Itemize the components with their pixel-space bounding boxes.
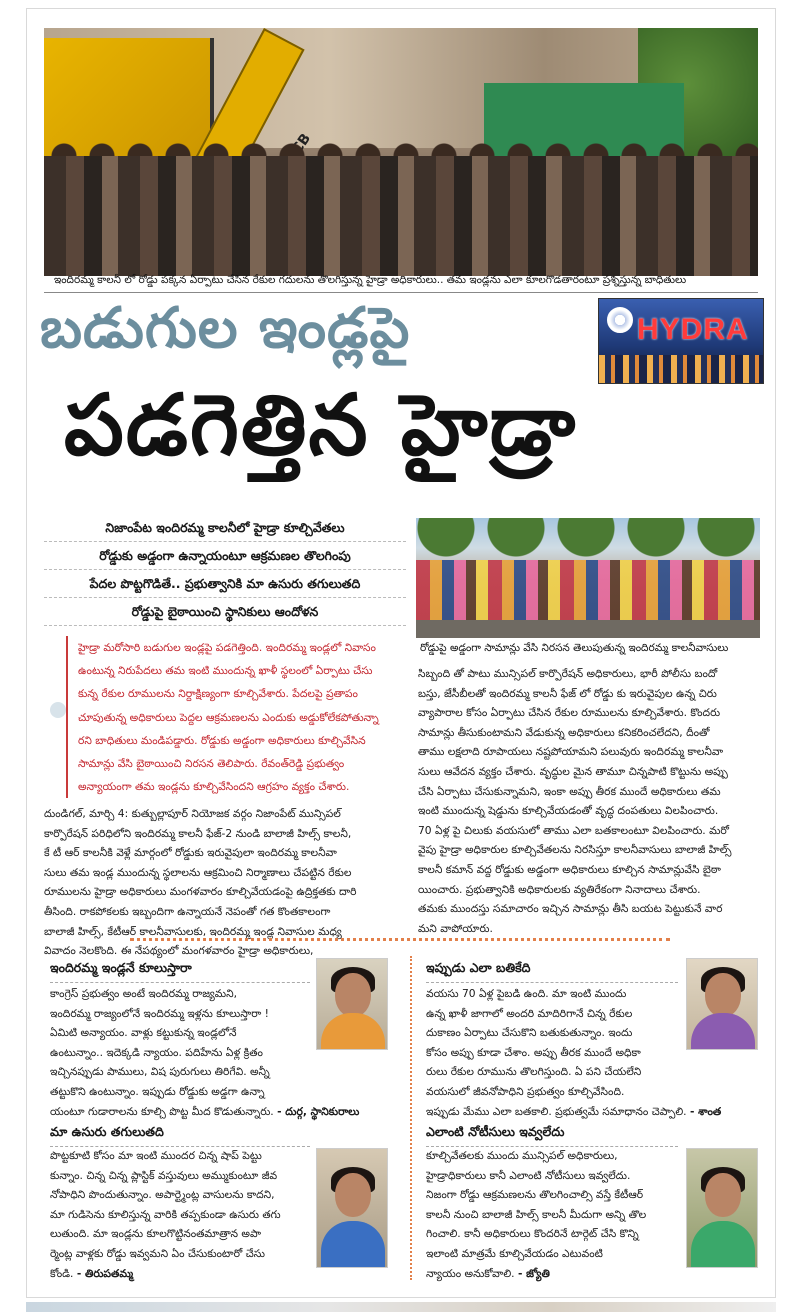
subhead: పేదల పొట్టగొడితే.. ప్రభుత్వానికి మా ఉసురు తగులుతది: [44, 570, 406, 598]
intro-line: కున్న రేకుల రూములను నిర్దాక్షిణ్యంగా కూల్చివేశారు. పేదలపై ప్రతాపం: [78, 687, 358, 701]
quote-line: దుకాణం ఏర్పాటు చేసుకొని బతుకుతున్నాం. ఇందు: [426, 1026, 633, 1040]
caption-rule: [44, 292, 758, 293]
signature: - జ్యోతి: [517, 1266, 550, 1280]
portrait-durga: [316, 958, 388, 1050]
quote-line: [50, 1264, 312, 1284]
body-line: తీసింది. రాకపోకలకు ఇబ్బందిగా ఉన్నాయనే నెపంతో గత కొంతకాలంగా: [44, 904, 331, 918]
body-line: తాము లక్షలాది రూపాయలు నష్టపోయామని పలువురు ఇందిరమ్మ కాలనీవా: [418, 745, 724, 759]
road: [416, 620, 760, 638]
portrait-jyothi: [686, 1148, 758, 1268]
quote-line: [426, 1264, 682, 1284]
sidebar-title: ఎలాంటి నోటీసులు ఇవ్వలేదు: [426, 1124, 678, 1147]
body-line: వ్యాపారాల కోసం ఏర్పాటు చేసిన రేకుల రూములను కూల్చివేశారు. కొందరు: [418, 706, 721, 720]
quote-line: [426, 1102, 756, 1122]
face: [705, 973, 741, 1017]
body-line: మని వాపోయారు.: [418, 921, 493, 935]
article-body-right: [418, 664, 762, 938]
trees: [416, 518, 760, 558]
face: [335, 1173, 371, 1217]
headline-line-2: పడగెత్తిన హైడ్రా: [64, 376, 578, 474]
quote-line: ఇచ్చినప్పుడు పాములు, విష పురుగులు తిరిగేవి. అన్నీ: [50, 1065, 270, 1079]
body-line: సులు ఆవేదన వ్యక్తం చేశారు. వృద్ధుల మైన తామూ చిన్నపాటి కొట్టును అప్పు: [418, 764, 728, 778]
face: [705, 1173, 741, 1217]
protest-caption: రోడ్డుపై అడ్డంగా సామాన్లు వేసి నిరసన తెలుపుతున్న ఇందిరమ్మ కాలనీవాసులు: [420, 642, 729, 654]
quote-line: నోపాధిని పొందుతున్నాం. అపార్ట్మెంట్ల వాసులను కాదని,: [50, 1188, 275, 1202]
hydra-logo-text: HYDRA: [637, 313, 749, 346]
quote-line: వయసులో జీవనోపాధిని ప్రభుత్వం కూల్చివేసింది.: [426, 1084, 625, 1098]
body-line: కార్పొరేషన్‌ పరిధిలోని ఇందిరమ్మ కాలనీ ఫేజ్‌-2 నుండి బాలాజీ హిల్స్‌ కాలనీ,: [44, 826, 352, 840]
sidebar-title: ఇప్పుడు ఎలా బతికేది: [426, 960, 678, 983]
quote-line-text: ఇప్పుడు మేము ఎలా బతకాలి. ప్రభుత్వమే సమాధానం చెప్పాలి.: [426, 1105, 687, 1118]
body-line: బాలాజీ హిల్స్‌, కేటీఆర్‌ కాలనీవాసులకు, ఇందిరమ్మ ఇండ్ల నివాసుల మధ్య: [44, 924, 342, 938]
face: [335, 973, 371, 1017]
quote-line: కూల్చివేతలకు ముందు మున్సిపల్‌ అధికారులు,: [426, 1149, 618, 1162]
section-divider: [130, 938, 670, 941]
hero-photo: [44, 28, 758, 276]
intro-line: అన్యాయంగా తమ ఇండ్లను కూల్చివేసిందని ఆగ్రహం వ్యక్తం చేశారు.: [78, 780, 350, 794]
sidebar-quote: [426, 1146, 682, 1283]
body-line: యించారు. ప్రభుత్వానికి అధికారులకు వ్యతిరేకంగా నినాదాలు చేశారు.: [418, 882, 701, 896]
sidebar-title: ఇందిరమ్మ ఇండ్లనే కూలుస్తారా: [50, 960, 310, 983]
quote-line: పొట్టకూటి కోసం మా ఇంటి ముందర చిన్న షాప్‌ పెట్టు: [50, 1149, 262, 1162]
headline-line-1: బడుగుల ఇండ్లపై: [40, 296, 411, 361]
body-line: వైపు హైడ్రా అధికారుల కూల్చివేతలను నిరసిస్తూ కాలనీవాసులు బాలాజీ హిల్స్‌: [418, 843, 732, 857]
body-line: కాలనీ కమాన్‌ వద్ద రోడ్డుకు అడ్డంగా అధికారులు కూల్చిన సామాన్లువేసి బైఠా: [418, 862, 721, 876]
body-line: ఇంటి ముందున్న షెడ్డును కూల్చివేయడంతో వృద్ధ దంపతులు విలపించారు.: [418, 804, 719, 818]
quote-mark-icon: [50, 702, 66, 718]
hero-caption: ఇందిరమ్మ కాలనీ లో రోడ్డు పక్కన ఏర్పాటు చేసిన రేకుల గదులను తొలగిస్తున్న హైడ్రా అధికారులు.. తమ ఇండ్లను ఎలా కూలగొడతారంటూ ప్రశ్నిస్తున్న బాధితులు: [54, 274, 687, 286]
intro-line: సామాన్లు వేసి బైఠాయించి నిరసన తెలిపారు. రేవంత్‌రెడ్డి ప్రభుత్వం: [78, 757, 345, 771]
sidebar-quote-end: [426, 1102, 756, 1122]
portrait-tirupathamma: [316, 1148, 388, 1268]
body-line: 70 ఏళ్ల పై చిలుకు వయసులో తాము ఎలా బతకాలంటూ విలపించారు. మరో: [418, 823, 729, 837]
subheads: [44, 514, 406, 626]
portrait-shanta: [686, 958, 758, 1050]
quote-line-text: కోండి.: [50, 1266, 74, 1280]
quote-line: మా గుడిసెను కూలిస్తున్న వారికి తప్పకుండా ఉసురు తగు: [50, 1207, 281, 1221]
body-line: వివాదం నెలకొంది. ఈ నేపథ్యంలో మంగళవారం హైడ్రా అధికారులు,: [44, 944, 314, 958]
body-line: రూములను హైడ్రా అధికారులు మంగళవారం కూల్చివేయడంపై ఉద్రిక్తతకు దారి: [44, 885, 357, 899]
quote-line: గించాలి. కానీ అధికారులు కొందరినే టార్గెట్‌ చేసి కొన్ని: [426, 1227, 639, 1241]
quote-line: [50, 1102, 396, 1122]
signature: - తిరుపతమ్మ: [76, 1266, 134, 1280]
intro-paragraph: [66, 636, 390, 798]
quote-line: ర్మెంట్ల వాళ్లకు రోడ్డు ఇవ్వమని ఏం చేసుకుంటారో చేసు: [50, 1246, 265, 1260]
subhead: రోడ్డుకు అడ్డంగా ఉన్నాయంటూ ఆక్రమణల తొలగింపు: [44, 542, 406, 570]
subhead: రోడ్డుపై బైఠాయించి స్థానికులు ఆందోళన: [44, 598, 406, 626]
quote-line: ఉన్న ఖాళీ జాగాలో అందరి మాదిరిగానే చిన్న రేకుల: [426, 1006, 633, 1020]
body-line: తమకు ముందస్తు సమాచారం ఇచ్చిన సామాన్లు తీసి బయట పెట్టుకునే వార: [418, 902, 723, 916]
quote-line: తట్టుకొని ఉంటున్నాం. ఇప్పుడు రోడ్డుకు అడ్డగా ఉన్నా: [50, 1084, 265, 1098]
quote-line: హైడ్రాధికారులు కానీ ఎలాంటి నోటీసులు ఇవ్వలేదు.: [426, 1168, 631, 1182]
quote-line: నిజంగా రోడ్డు ఆక్రమణలను తొలగించాల్సి వస్తే కేటీఆర్‌: [426, 1188, 644, 1202]
quote-line: ఉంటున్నాం.. ఇదెక్కడి న్యాయం. పదిహేను ఏళ్ల క్రితం: [50, 1045, 263, 1059]
body-line: దుండిగల్‌, మార్చి 4: కుత్బుల్లాపూర్‌ నియోజక వర్గం నిజాంపేట్‌ మున్సిపల్‌: [44, 807, 341, 820]
sidebar-quote-end: [50, 1102, 396, 1122]
quote-line: ఇందిరమ్మ రాజ్యంలోనే ఇందిరమ్మ ఇళ్లను కూలుస్తారా !: [50, 1006, 269, 1020]
quote-line: వయసు 70 ఏళ్ల పైబడి ఉంది. మా ఇంటి ముందు: [426, 987, 627, 1000]
signature: - దుర్గ, స్థానికురాలు: [277, 1105, 360, 1118]
signature: - శాంత: [689, 1105, 722, 1118]
sidebar-quote: [426, 984, 682, 1102]
sidebar-quote: [50, 984, 312, 1102]
body-line: చేసి ఏర్పాటు చేసుకున్నామని, ఇంకా అప్పు తీరక ముందే అధికారులు తమ: [418, 784, 721, 798]
sidebar-title: మా ఉసురు తగులుతది: [50, 1124, 310, 1147]
city-skyline: [599, 355, 763, 383]
subhead: నిజాంపేట ఇందిరమ్మ కాలనీలో హైడ్రా కూల్చివేతలు: [44, 514, 406, 542]
next-page-strip: [26, 1302, 776, 1312]
hydra-logo-image: [598, 298, 764, 384]
intro-line: చూపుతున్న అధికారులు పెద్దల ఆక్రమణలను ఎందుకు అడ్డుకోలేకపోతున్నా: [78, 710, 379, 724]
quote-line: కోసం అప్పు కూడా చేశాం. అప్పు తీరక ముందే అధికా: [426, 1045, 641, 1059]
quote-line: రులు రేకుల రూమును తొలగిస్తుంది. ఏ పని చేయలేని: [426, 1065, 642, 1079]
quote-line: కాంగ్రెస్‌ ప్రభుత్వం అంటే ఇందిరమ్మ రాజ్యమని,: [50, 987, 237, 1000]
quote-line-text: యంటూ గుడారాలను కూల్చి పొట్ట మీద కొడుతున్నారు.: [50, 1105, 274, 1118]
intro-line: ఉంటున్న నిరుపేదలు తమ ఇంటి ముందున్న ఖాళీ స్థలంలో ఏర్పాటు చేసు: [78, 664, 373, 678]
quote-line: లుతుంది. మా ఇండ్లను కూలగొట్టినంతమాత్రాన అపా: [50, 1227, 261, 1241]
protest-photo: [416, 518, 760, 638]
intro-line: రని బాధితులు మండిపడ్డారు. రోడ్డుకు అడ్డంగా అధికారులు కూల్చివేసిన: [78, 733, 366, 747]
column-divider: [410, 956, 412, 1280]
quote-line: ఇలాంటి మాత్రమే కూల్చివేయడం ఎటువంటి: [426, 1246, 603, 1260]
body-line: బస్తు, జేసీబీలతో ఇందిరమ్మ కాలనీ ఫేజ్‌ లో రోడ్డు కు ఇరువైపుల ఉన్న చిరు: [418, 686, 717, 700]
crowd: [44, 156, 758, 276]
body-line: కే టీ ఆర్‌ కాలనీకి వెళ్లే మార్గంలో రోడ్డుకు ఇరువైపులా ఇందిరమ్మ కాలనీవా: [44, 846, 337, 860]
body-line: సిబ్బంది తో పాటు మున్సిపల్‌ కార్పొరేషన్‌ అధికారులు, భారీ పోలీసు బందో: [418, 667, 718, 680]
emblem-icon: [607, 307, 633, 333]
quote-line: ఏమిటి అన్యాయం. వాళ్లు కట్టుకున్న ఇండ్లలోనే: [50, 1026, 237, 1040]
quote-line: కాలనీ నుంచి బాలాజీ హిల్స్‌ కాలనీ మీదుగా అన్ని తొల: [426, 1207, 647, 1221]
body-line: సామాన్లు తీసుకుంటామని వేడుకున్న అధికారులు కనికరించలేదని, దీంతో: [418, 725, 710, 739]
body-line: సులు తమ ఇండ్ల ముందున్న స్థలాలను ఆక్రమించి నిర్మాణాలు చేపట్టిన రేకుల: [44, 865, 352, 879]
intro-line: హైడ్రా మరోసారి బడుగుల ఇండ్లపై పడగెత్తింది. ఇందిరమ్మ ఇండ్లలో నివాసం: [78, 641, 376, 654]
quote-line-text: న్యాయం అనుకోవాలి.: [426, 1266, 515, 1280]
sidebar-quote: [50, 1146, 312, 1283]
quote-line: కున్నాం. చిన్న చిన్న ప్లాస్టిక్‌ వస్తువులు అమ్ముకుంటూ జీవ: [50, 1168, 278, 1182]
